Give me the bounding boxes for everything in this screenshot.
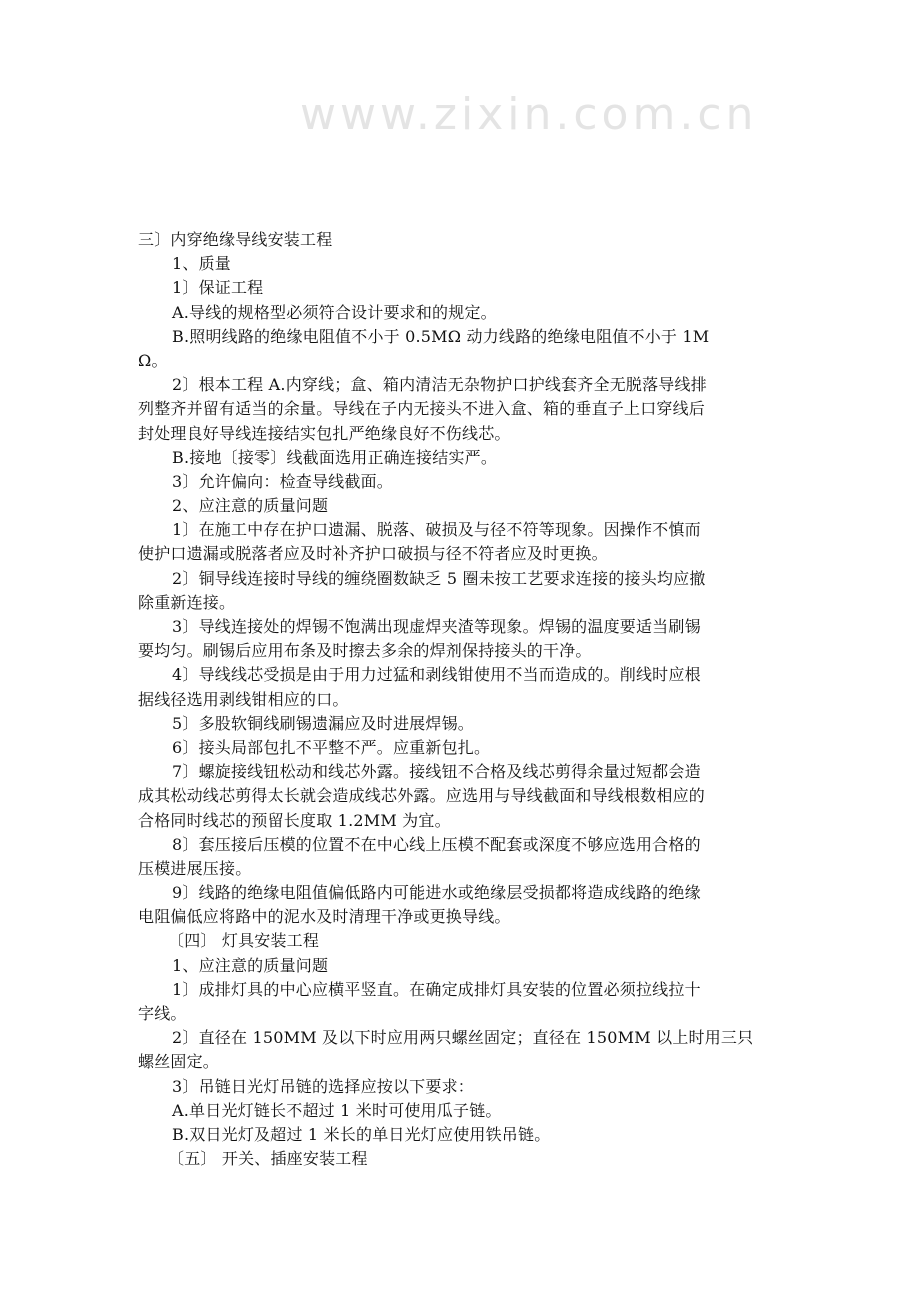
- text-line: 据线径选用剥线钳相应的口。: [138, 689, 349, 709]
- text-line: 成其松动线芯剪得太长就会造成线芯外露。应选用与导线截面和导线根数相应的: [138, 786, 706, 806]
- text-line: B.接地〔接零〕线截面选用正确连接结实严。: [172, 447, 498, 467]
- text-line: 5〕多股软铜线刷锡遗漏应及时进展焊锡。: [172, 713, 474, 733]
- text-line: 字线。: [138, 1004, 187, 1023]
- text-line: 3〕导线连接处的焊锡不饱满出现虚焊夹渣等现象。焊锡的温度要适当刷锡: [172, 617, 701, 636]
- text-line: 3〕吊链日光灯吊链的选择应按以下要求：: [172, 1076, 474, 1096]
- text-line: 1〕在施工中存在护口遗漏、脱落、破损及与径不符等现象。因操作不慎而: [172, 520, 701, 540]
- text-line: 2〕铜导线连接时导线的缠绕圈数缺乏 5 圈未按工艺要求连接的接头均应撤: [172, 568, 706, 588]
- watermark: www.zixin.com.cn: [300, 89, 758, 140]
- text-line: 合格同时线芯的预留长度取 1.2MM 为宜。: [138, 810, 451, 830]
- text-line: 4〕导线线芯受损是由于用力过猛和剥线钳使用不当而造成的。削线时应根: [172, 665, 701, 685]
- text-line: 封处理良好导线连接结实包扎严绝缘良好不伤线芯。: [138, 423, 511, 443]
- text-line: B.双日光灯及超过 1 米长的单日光灯应使用铁吊链。: [172, 1124, 551, 1144]
- text-line: 〔四〕 灯具安装工程: [168, 931, 320, 951]
- text-line: 2〕根本工程 A.内穿线；盒、箱内清洁无杂物护口护线套齐全无脱落导线排: [172, 375, 707, 395]
- text-line: A.单日光灯链长不超过 1 米时可使用瓜子链。: [172, 1100, 502, 1120]
- document-body: [138, 228, 788, 1171]
- text-line: 7〕螺旋接线钮松动和线芯外露。接线钮不合格及线芯剪得余量过短都会造: [172, 762, 701, 782]
- text-line: 列整齐并留有适当的余量。导线在子内无接头不进入盒、箱的垂直子上口穿线后: [138, 399, 706, 419]
- text-line: A.导线的规格型必须符合设计要求和的规定。: [172, 302, 497, 322]
- text-line: 2、应注意的质量问题: [172, 496, 329, 516]
- text-line: 电阻偏低应将路中的泥水及时清理干净或更换导线。: [138, 907, 511, 927]
- text-line: 2〕直径在 150MM 及以下时应用两只螺丝固定；直径在 150MM 以上时用三只: [172, 1028, 754, 1048]
- text-line: 压模进展压接。: [138, 858, 252, 878]
- text-line: 1〕成排灯具的中心应横平竖直。在确定成排灯具安装的位置必须拉线拉十: [172, 979, 701, 999]
- text-line: 除重新连接。: [138, 592, 236, 612]
- text-line: 三〕内穿绝缘导线安装工程: [138, 230, 333, 249]
- text-line: 螺丝固定。: [138, 1052, 220, 1072]
- text-line: 9〕线路的绝缘电阻值偏低路内可能进水或绝缘层受损都将造成线路的绝缘: [172, 883, 701, 903]
- text-line: 1〕保证工程: [172, 278, 264, 298]
- text-line: B.照明线路的绝缘电阻值不小于 0.5MΩ 动力线路的绝缘电阻值不小于 1M: [172, 326, 710, 346]
- text-line: 要均匀。刷锡后应用布条及时擦去多余的焊剂保持接头的干净。: [138, 641, 592, 661]
- text-line: 1、质量: [172, 254, 231, 274]
- text-line: 1、应注意的质量问题: [172, 955, 329, 975]
- text-line: 3〕允许偏向：检查导线截面。: [172, 471, 393, 491]
- text-line: 8〕套压接后压模的位置不在中心线上压模不配套或深度不够应选用合格的: [172, 834, 701, 854]
- text-line: 6〕接头局部包扎不平整不严。应重新包扎。: [172, 737, 491, 757]
- text-line: Ω。: [138, 350, 168, 370]
- text-line: 〔五〕 开关、插座安装工程: [168, 1149, 368, 1169]
- text-line: 使护口遗漏或脱落者应及时补齐护口破损与径不符者应及时更换。: [138, 544, 608, 564]
